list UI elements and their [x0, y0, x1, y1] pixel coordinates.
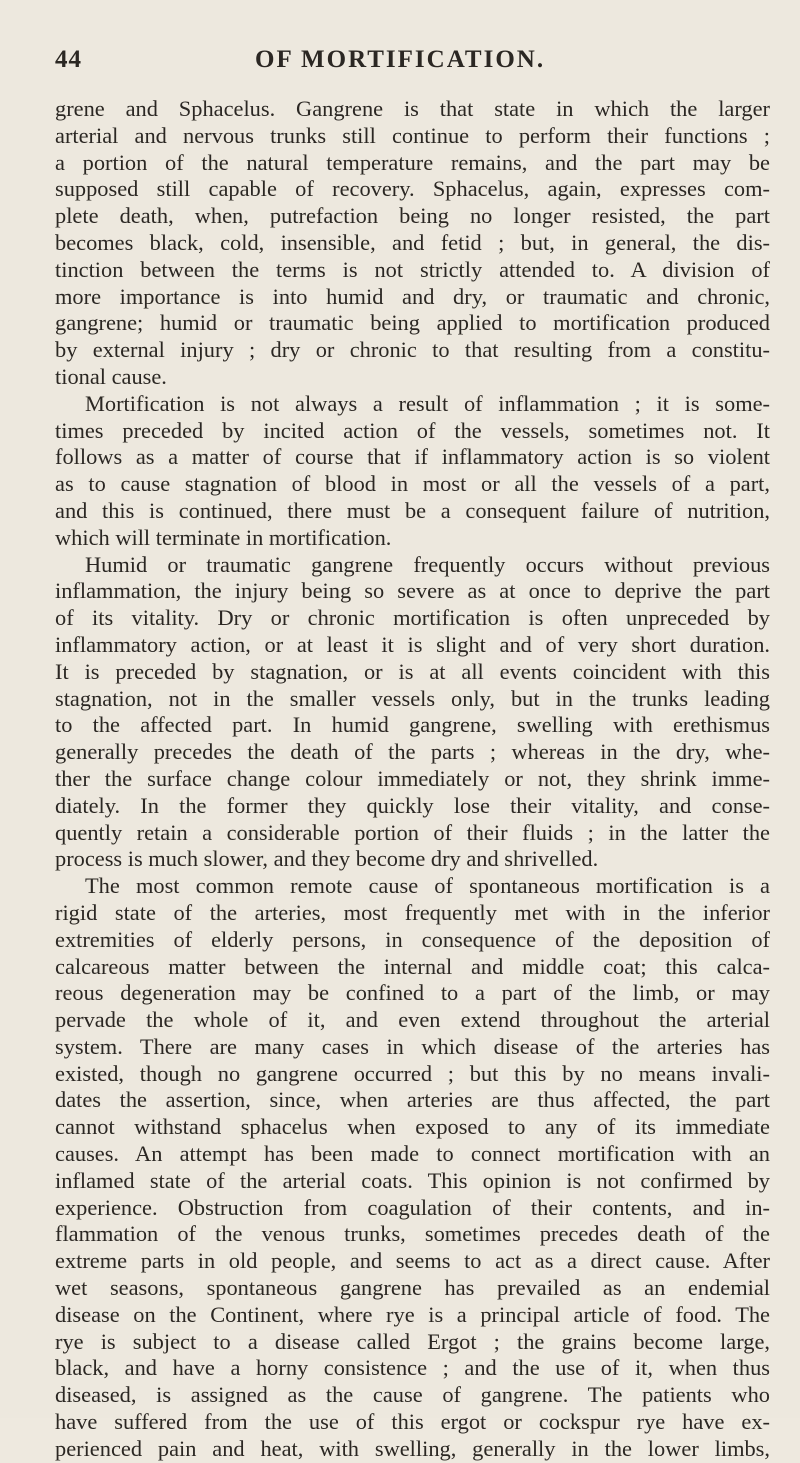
text-line: system. There are many cases in which disease of the arteries has [55, 1033, 770, 1059]
text-line: and this is continued, there must be a consequent failure of nutrition, [55, 497, 770, 523]
text-line: perienced pain and heat, with swelling, generally in the lower limbs, [55, 1435, 770, 1461]
text-line: diseased, is assigned as the cause of gangrene. The patients who [55, 1382, 770, 1408]
text-line: dates the assertion, since, when arteries are thus affected, the part [55, 1087, 770, 1113]
text-line: It is preceded by stagnation, or is at all events coincident with this [55, 658, 770, 684]
text-line: more importance is into humid and dry, or traumatic and chronic, [55, 283, 770, 309]
text-line: which will terminate in mortification. [55, 524, 392, 550]
text-line: to the affected part. In humid gangrene, swelling with erethismus [55, 712, 770, 738]
text-line: times preceded by incited action of the vessels, sometimes not. It [55, 417, 770, 443]
text-line: extremities of elderly persons, in consequence of the deposition of [55, 926, 770, 952]
text-line: arterial and nervous trunks still continue to perform their functions ; [55, 122, 770, 148]
text-line: plete death, when, putrefaction being no longer resisted, the part [55, 203, 770, 229]
text-line: inflammatory action, or at least it is slight and of very short duration. [55, 631, 770, 657]
text-line: becomes black, cold, insensible, and fetid ; but, in general, the dis- [55, 229, 770, 255]
text-line: inflammation, the injury being so severe as at once to deprive the part [55, 578, 770, 604]
paragraph-start-line: The most common remote cause of spontaneous mortification is a [85, 873, 770, 899]
text-line: existed, though no gangrene occurred ; but this by no means invali- [55, 1060, 770, 1086]
text-line: pervade the whole of it, and even extend throughout the arterial [55, 1007, 770, 1033]
text-line: gangrene; humid or traumatic being applied to mortification produced [55, 310, 770, 336]
page-header [55, 46, 775, 82]
text-line: cannot withstand sphacelus when exposed to any of its immediate [55, 1114, 770, 1140]
text-line: experience. Obstruction from coagulation of their contents, and in- [55, 1194, 770, 1220]
text-line: of its vitality. Dry or chronic mortification is often unpreceded by [55, 605, 770, 631]
text-line: causes. An attempt has been made to connect mortification with an [55, 1141, 770, 1167]
text-line: generally precedes the death of the parts ; whereas in the dry, whe- [55, 739, 770, 765]
text-line: stagnation, not in the smaller vessels only, but in the trunks leading [55, 685, 770, 711]
text-line: supposed still capable of recovery. Sphacelus, again, expresses com- [55, 176, 770, 202]
text-line: as to cause stagnation of blood in most or all the vessels of a part, [55, 471, 770, 497]
text-line: tinction between the terms is not strictly attended to. A division of [55, 256, 770, 282]
text-line: rigid state of the arteries, most frequently met with in the inferior [55, 899, 770, 925]
text-line: flammation of the venous trunks, sometimes precedes death of the [55, 1221, 770, 1247]
text-line: diately. In the former they quickly lose their vitality, and conse- [55, 792, 770, 818]
text-line: extreme parts in old people, and seems to act as a direct cause. After [55, 1248, 770, 1274]
text-line: wet seasons, spontaneous gangrene has prevailed as an endemial [55, 1275, 770, 1301]
text-line: by external injury ; dry or chronic to that resulting from a constitu- [55, 337, 770, 363]
paragraph-start-line: Humid or traumatic gangrene frequently occurs without previous [85, 551, 770, 577]
text-line: quently retain a considerable portion of their fluids ; in the latter the [55, 819, 770, 845]
page-number: 44 [55, 46, 82, 73]
text-line: grene and Sphacelus. Gangrene is that state in which the larger [55, 96, 770, 121]
body-text [55, 96, 770, 1463]
text-line: rye is subject to a disease called Ergot ; the grains become large, [55, 1328, 770, 1354]
paragraph-start-line: Mortification is not always a result of inflammation ; it is some- [85, 390, 770, 416]
text-line: disease on the Continent, where rye is a principal article of food. The [55, 1301, 770, 1327]
text-line: follows as a matter of course that if inflammatory action is so violent [55, 444, 770, 470]
running-title: OF MORTIFICATION. [255, 46, 546, 73]
text-line: tional cause. [55, 363, 167, 389]
text-line: have suffered from the use of this ergot or cockspur rye have ex- [55, 1409, 770, 1435]
text-line: inflamed state of the arterial coats. This opinion is not confirmed by [55, 1167, 770, 1193]
text-line: reous degeneration may be confined to a part of the limb, or may [55, 980, 770, 1006]
text-line: process is much slower, and they become dry and shrivelled. [55, 846, 599, 872]
text-line: ther the surface change colour immediately or not, they shrink imme- [55, 765, 770, 791]
text-line: black, and have a horny consistence ; and the use of it, when thus [55, 1355, 770, 1381]
text-line: calcareous matter between the internal and middle coat; this calca- [55, 953, 770, 979]
text-line: a portion of the natural temperature remains, and the part may be [55, 149, 770, 175]
